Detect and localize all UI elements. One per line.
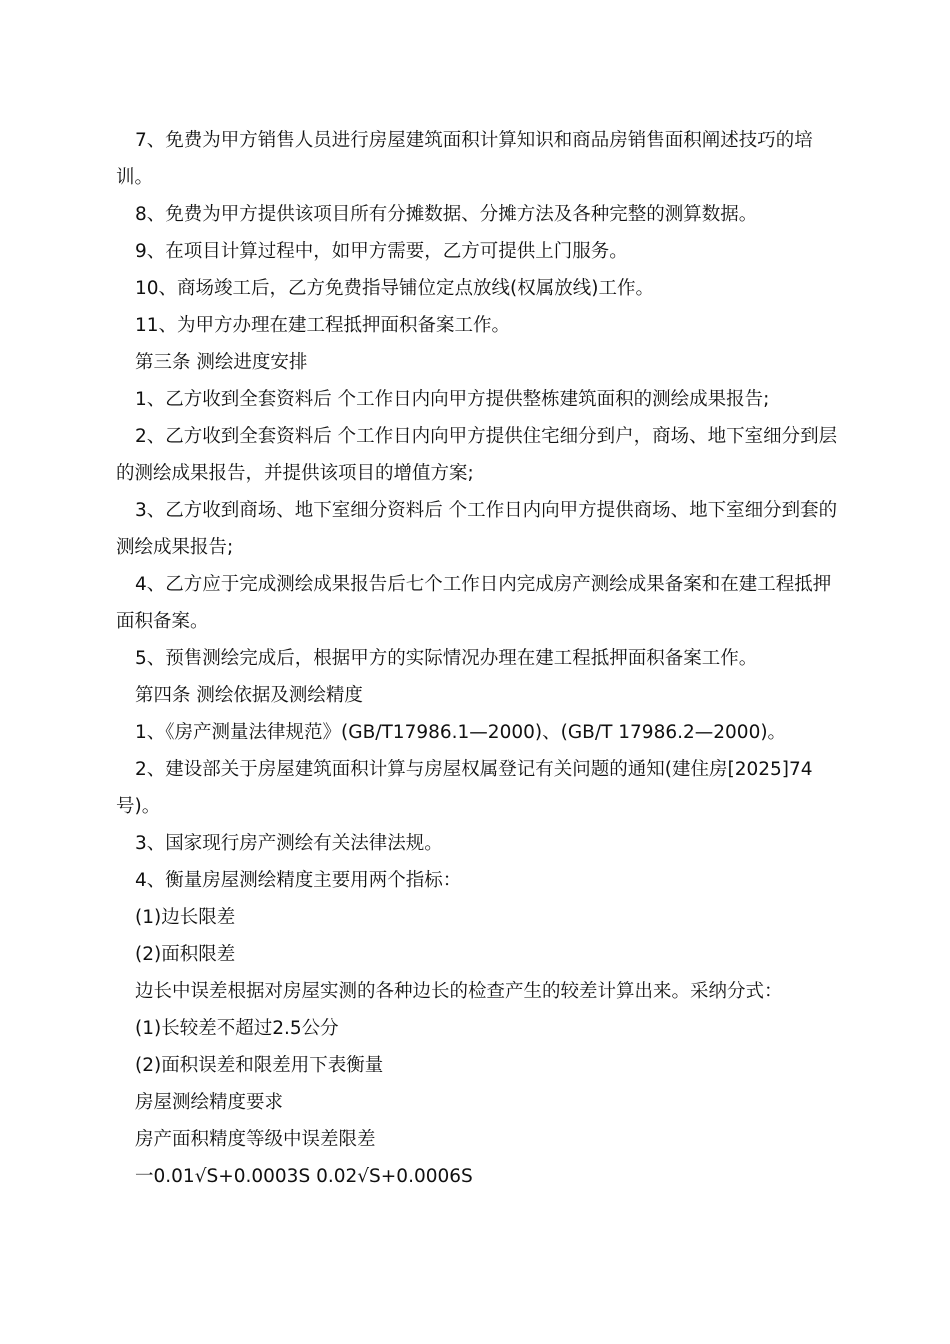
formula-item-1: (1)长较差不超过2.5公分 [135,1018,339,1039]
schedule-item-3: 3、乙方收到商场、地下室细分资料后 个工作日内向甲方提供商场、地下室细分到套的测绘成果报告; [116,500,838,558]
paragraph-item-9: 9、在项目计算过程中，如甲方需要，乙方可提供上门服务。 [135,241,628,262]
table-title: 房屋测绘精度要求 [135,1092,284,1113]
schedule-item-4: 4、乙方应于完成测绘成果报告后七个工作日内完成房产测绘成果备案和在建工程抵押面积备案。 [116,574,832,632]
paragraph-item-11: 11、为甲方办理在建工程抵押面积备案工作。 [135,315,511,336]
schedule-item-5: 5、预售测绘完成后，根据甲方的实际情况办理在建工程抵押面积备案工作。 [135,648,758,669]
schedule-item-1: 1、乙方收到全套资料后 个工作日内向甲方提供整栋建筑面积的测绘成果报告; [135,389,770,410]
basis-item-1: 1、《房产测量法律规范》(GB/T17986.1—2000)、(GB/T 17986.2—2000)。 [135,722,787,743]
formula-item-2: (2)面积误差和限差用下表衡量 [135,1055,384,1076]
basis-item-4: 4、衡量房屋测绘精度主要用两个指标： [135,870,462,891]
precision-indicator-1: (1)边长限差 [135,907,236,928]
document-body [116,122,838,1195]
schedule-item-2: 2、乙方收到全套资料后 个工作日内向甲方提供住宅细分到户，商场、地下室细分到层的测绘成果报告，并提供该项目的增值方案; [116,426,838,484]
precision-indicator-2: (2)面积限差 [135,944,236,965]
paragraph-item-10: 10、商场竣工后，乙方免费指导铺位定点放线(权属放线)工作。 [135,278,654,299]
edge-error-description: 边长中误差根据对房屋实测的各种边长的检查产生的较差计算出来。采纳分式： [135,981,783,1002]
section-heading-article-4: 第四条 测绘依据及测绘精度 [135,685,363,706]
basis-item-3: 3、国家现行房产测绘有关法律法规。 [135,833,443,854]
table-data-row: 一0.01√S+0.0003S 0.02√S+0.0006S [135,1166,473,1187]
section-heading-article-3: 第三条 测绘进度安排 [135,352,308,373]
basis-item-2: 2、建设部关于房屋建筑面积计算与房屋权属登记有关问题的通知(建住房[2025]74号)。 [116,759,813,817]
paragraph-item-7: 7、免费为甲方销售人员进行房屋建筑面积计算知识和商品房销售面积阐述技巧的培训。 [116,130,813,188]
table-header-row: 房产面积精度等级中误差限差 [135,1129,376,1150]
paragraph-item-8: 8、免费为甲方提供该项目所有分摊数据、分摊方法及各种完整的测算数据。 [135,204,758,225]
